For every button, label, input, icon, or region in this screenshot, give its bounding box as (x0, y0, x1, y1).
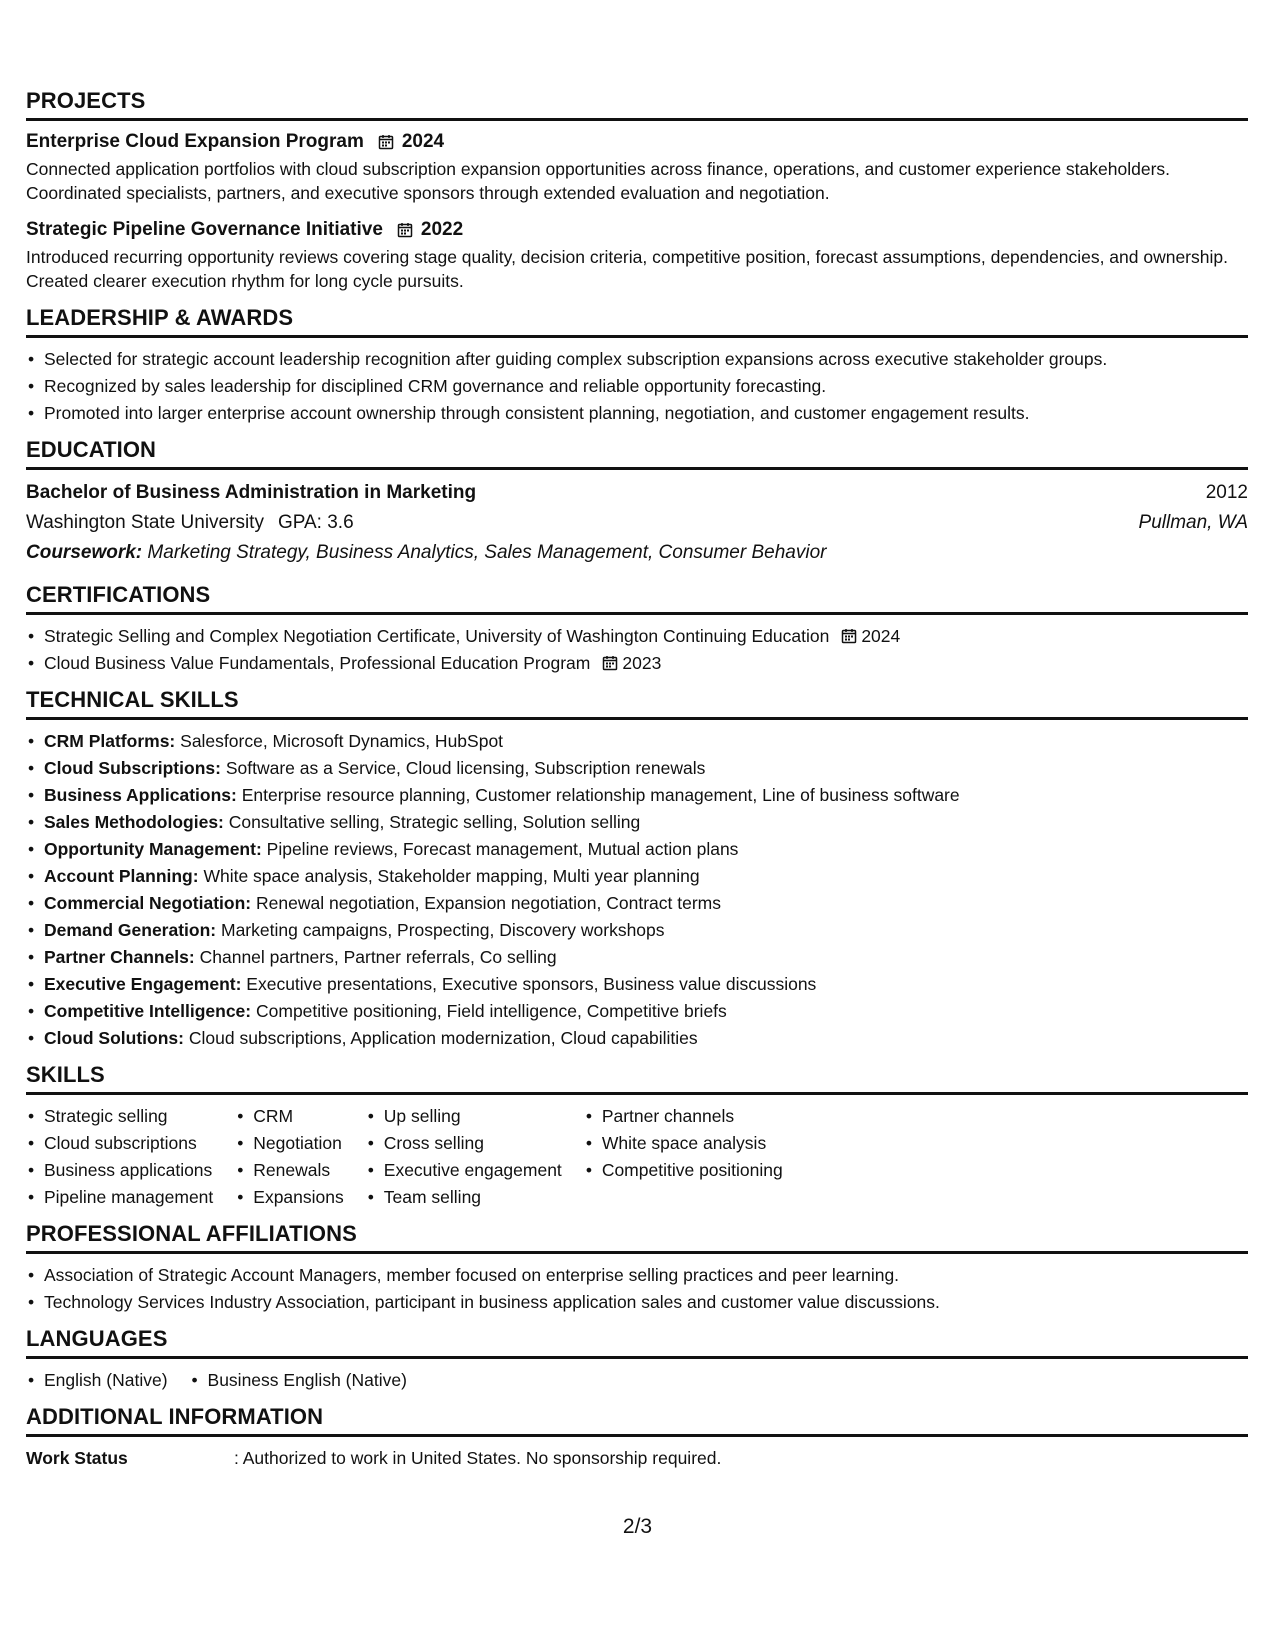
page-number: 2/3 (622, 1515, 653, 1538)
list-item: • Team selling (366, 1184, 562, 1211)
education-coursework (26, 538, 1248, 568)
project-year: 2024 (401, 131, 445, 152)
list-item: • Association of Strategic Account Managers, member focused on enterprise selling practices and peer learning. (26, 1262, 1248, 1289)
education-gpa: GPA: 3.6 (277, 512, 354, 533)
list-item: • Selected for strategic account leadership recognition after guiding complex subscription expansions across executive stakeholder groups. (26, 346, 1248, 373)
info-value: : Authorized to work in United States. No sponsorship required. (234, 1448, 722, 1468)
calendar-icon (378, 134, 394, 150)
list-item (26, 890, 1248, 917)
project-description: Connected application portfolios with cloud subscription expansion opportunities across finance, operations, and customer experience stakeholders. Coordinated specialists, partners, and executive sponsors through extended evaluation and negotiation. (26, 159, 1171, 203)
section-title-additional: ADDITIONAL INFORMATION (26, 1404, 1248, 1437)
section-title-technical-skills: TECHNICAL SKILLS (26, 687, 1248, 720)
skills-column (235, 1103, 343, 1211)
section-title-certifications: CERTIFICATIONS (26, 582, 1248, 615)
leadership-list (26, 346, 1248, 427)
skill-values: Enterprise resource planning, Customer relationship management, Line of business software (241, 785, 960, 805)
list-item: • Business applications (26, 1157, 213, 1184)
list-item (26, 782, 1248, 809)
skill-values: Competitive positioning, Field intelligence, Competitive briefs (256, 1001, 727, 1021)
leadership-section (26, 305, 1248, 427)
additional-section (26, 1404, 1248, 1471)
list-item (26, 998, 1248, 1025)
skills-column (366, 1103, 562, 1211)
info-row (26, 1445, 1248, 1471)
coursework-label: Coursework: (26, 542, 143, 563)
list-item (26, 809, 1248, 836)
certification-year: 2023 (622, 653, 662, 673)
list-item: • Strategic selling (26, 1103, 213, 1130)
skill-values: Pipeline reviews, Forecast management, Mutual action plans (266, 839, 739, 859)
section-title-education: EDUCATION (26, 437, 1248, 470)
skill-category: Partner Channels: (44, 947, 195, 967)
skill-category: Business Applications: (44, 785, 237, 805)
certification-name: Strategic Selling and Complex Negotiation Certificate, University of Washington Continuing Education (44, 626, 830, 646)
skill-category: Cloud Subscriptions: (44, 758, 221, 778)
education-year: 2012 (1205, 482, 1248, 503)
skills-section (26, 1062, 1248, 1211)
list-item (26, 728, 1248, 755)
skill-values: Renewal negotiation, Expansion negotiation, Contract terms (256, 893, 721, 913)
section-title-leadership: LEADERSHIP & AWARDS (26, 305, 1248, 338)
skill-values: Executive presentations, Executive sponsors, Business value discussions (246, 974, 817, 994)
list-item (26, 755, 1248, 782)
resume-page (26, 88, 1248, 1481)
list-item (26, 1025, 1248, 1052)
skill-category: Competitive Intelligence: (44, 1001, 252, 1021)
skill-values: Marketing campaigns, Prospecting, Discovery workshops (221, 920, 665, 940)
education-section (26, 437, 1248, 568)
info-label: Work Status (26, 1448, 128, 1468)
certification-year: 2024 (861, 626, 901, 646)
coursework-value: Marketing Strategy, Business Analytics, Sales Management, Consumer Behavior (147, 542, 827, 563)
list-item: • Pipeline management (26, 1184, 213, 1211)
project-description: Introduced recurring opportunity reviews covering stage quality, decision criteria, competitive position, forecast assumptions, dependencies, and ownership. Created clearer execution rhythm for long cycle pursuits. (26, 247, 1228, 291)
project-name: Strategic Pipeline Governance Initiative (26, 219, 383, 240)
skills-column (26, 1103, 213, 1211)
list-item: • CRM (235, 1103, 343, 1130)
skill-values: White space analysis, Stakeholder mapping, Multi year planning (203, 866, 700, 886)
calendar-icon (397, 222, 413, 238)
certifications-list (26, 623, 1248, 677)
list-item: • White space analysis (584, 1130, 783, 1157)
section-title-affiliations: PROFESSIONAL AFFILIATIONS (26, 1221, 1248, 1254)
list-item: • Negotiation (235, 1130, 343, 1157)
skill-category: Sales Methodologies: (44, 812, 224, 832)
list-item: • Cloud subscriptions (26, 1130, 213, 1157)
languages-section (26, 1326, 1248, 1394)
list-item: • Technology Services Industry Association, participant in business application sales and customer value discussions. (26, 1289, 1248, 1316)
skill-category: Account Planning: (44, 866, 199, 886)
certifications-section (26, 582, 1248, 677)
project-year: 2022 (420, 219, 464, 240)
project-item (26, 129, 1248, 205)
list-item (26, 650, 1248, 677)
list-item: • Up selling (366, 1103, 562, 1130)
affiliations-section (26, 1221, 1248, 1316)
education-school: Washington State University (26, 512, 264, 533)
skill-category: Demand Generation: (44, 920, 217, 940)
skill-category: Opportunity Management: (44, 839, 262, 859)
section-title-skills: SKILLS (26, 1062, 1248, 1095)
list-item (26, 836, 1248, 863)
technical-skills-list (26, 728, 1248, 1052)
list-item: • Recognized by sales leadership for disciplined CRM governance and reliable opportunity forecasting. (26, 373, 1248, 400)
section-title-projects: PROJECTS (26, 88, 1248, 121)
skill-values: Salesforce, Microsoft Dynamics, HubSpot (180, 731, 504, 751)
list-item: • Partner channels (584, 1103, 783, 1130)
list-item (26, 971, 1248, 998)
affiliations-list (26, 1262, 1248, 1316)
list-item: • Renewals (235, 1157, 343, 1184)
project-name: Enterprise Cloud Expansion Program (26, 131, 364, 152)
list-item: • Business English (Native) (190, 1367, 407, 1394)
list-item: • Cross selling (366, 1130, 562, 1157)
skills-columns (26, 1103, 1248, 1211)
calendar-icon (841, 628, 857, 644)
skill-values: Software as a Service, Cloud licensing, Subscription renewals (225, 758, 706, 778)
projects-section (26, 88, 1248, 293)
list-item: • English (Native) (26, 1367, 168, 1394)
project-item (26, 217, 1248, 293)
education-location: Pullman, WA (1138, 512, 1248, 533)
section-title-languages: LANGUAGES (26, 1326, 1248, 1359)
skill-category: Commercial Negotiation: (44, 893, 252, 913)
list-item (26, 863, 1248, 890)
skill-category: Cloud Solutions: (44, 1028, 184, 1048)
skill-values: Consultative selling, Strategic selling, Solution selling (228, 812, 641, 832)
skill-values: Channel partners, Partner referrals, Co selling (199, 947, 557, 967)
list-item: • Competitive positioning (584, 1157, 783, 1184)
list-item (26, 944, 1248, 971)
skill-values: Cloud subscriptions, Application modernization, Cloud capabilities (188, 1028, 698, 1048)
skills-column (584, 1103, 783, 1211)
list-item (26, 917, 1248, 944)
list-item: • Promoted into larger enterprise account ownership through consistent planning, negotiation, and customer engagement results. (26, 400, 1248, 427)
list-item: • Expansions (235, 1184, 343, 1211)
education-degree: Bachelor of Business Administration in Marketing (26, 482, 477, 503)
list-item (26, 623, 1248, 650)
list-item: • Executive engagement (366, 1157, 562, 1184)
technical-skills-section (26, 687, 1248, 1052)
skill-category: CRM Platforms: (44, 731, 176, 751)
certification-name: Cloud Business Value Fundamentals, Professional Education Program (44, 653, 591, 673)
calendar-icon (602, 655, 618, 671)
languages-row (26, 1367, 1248, 1394)
skill-category: Executive Engagement: (44, 974, 242, 994)
